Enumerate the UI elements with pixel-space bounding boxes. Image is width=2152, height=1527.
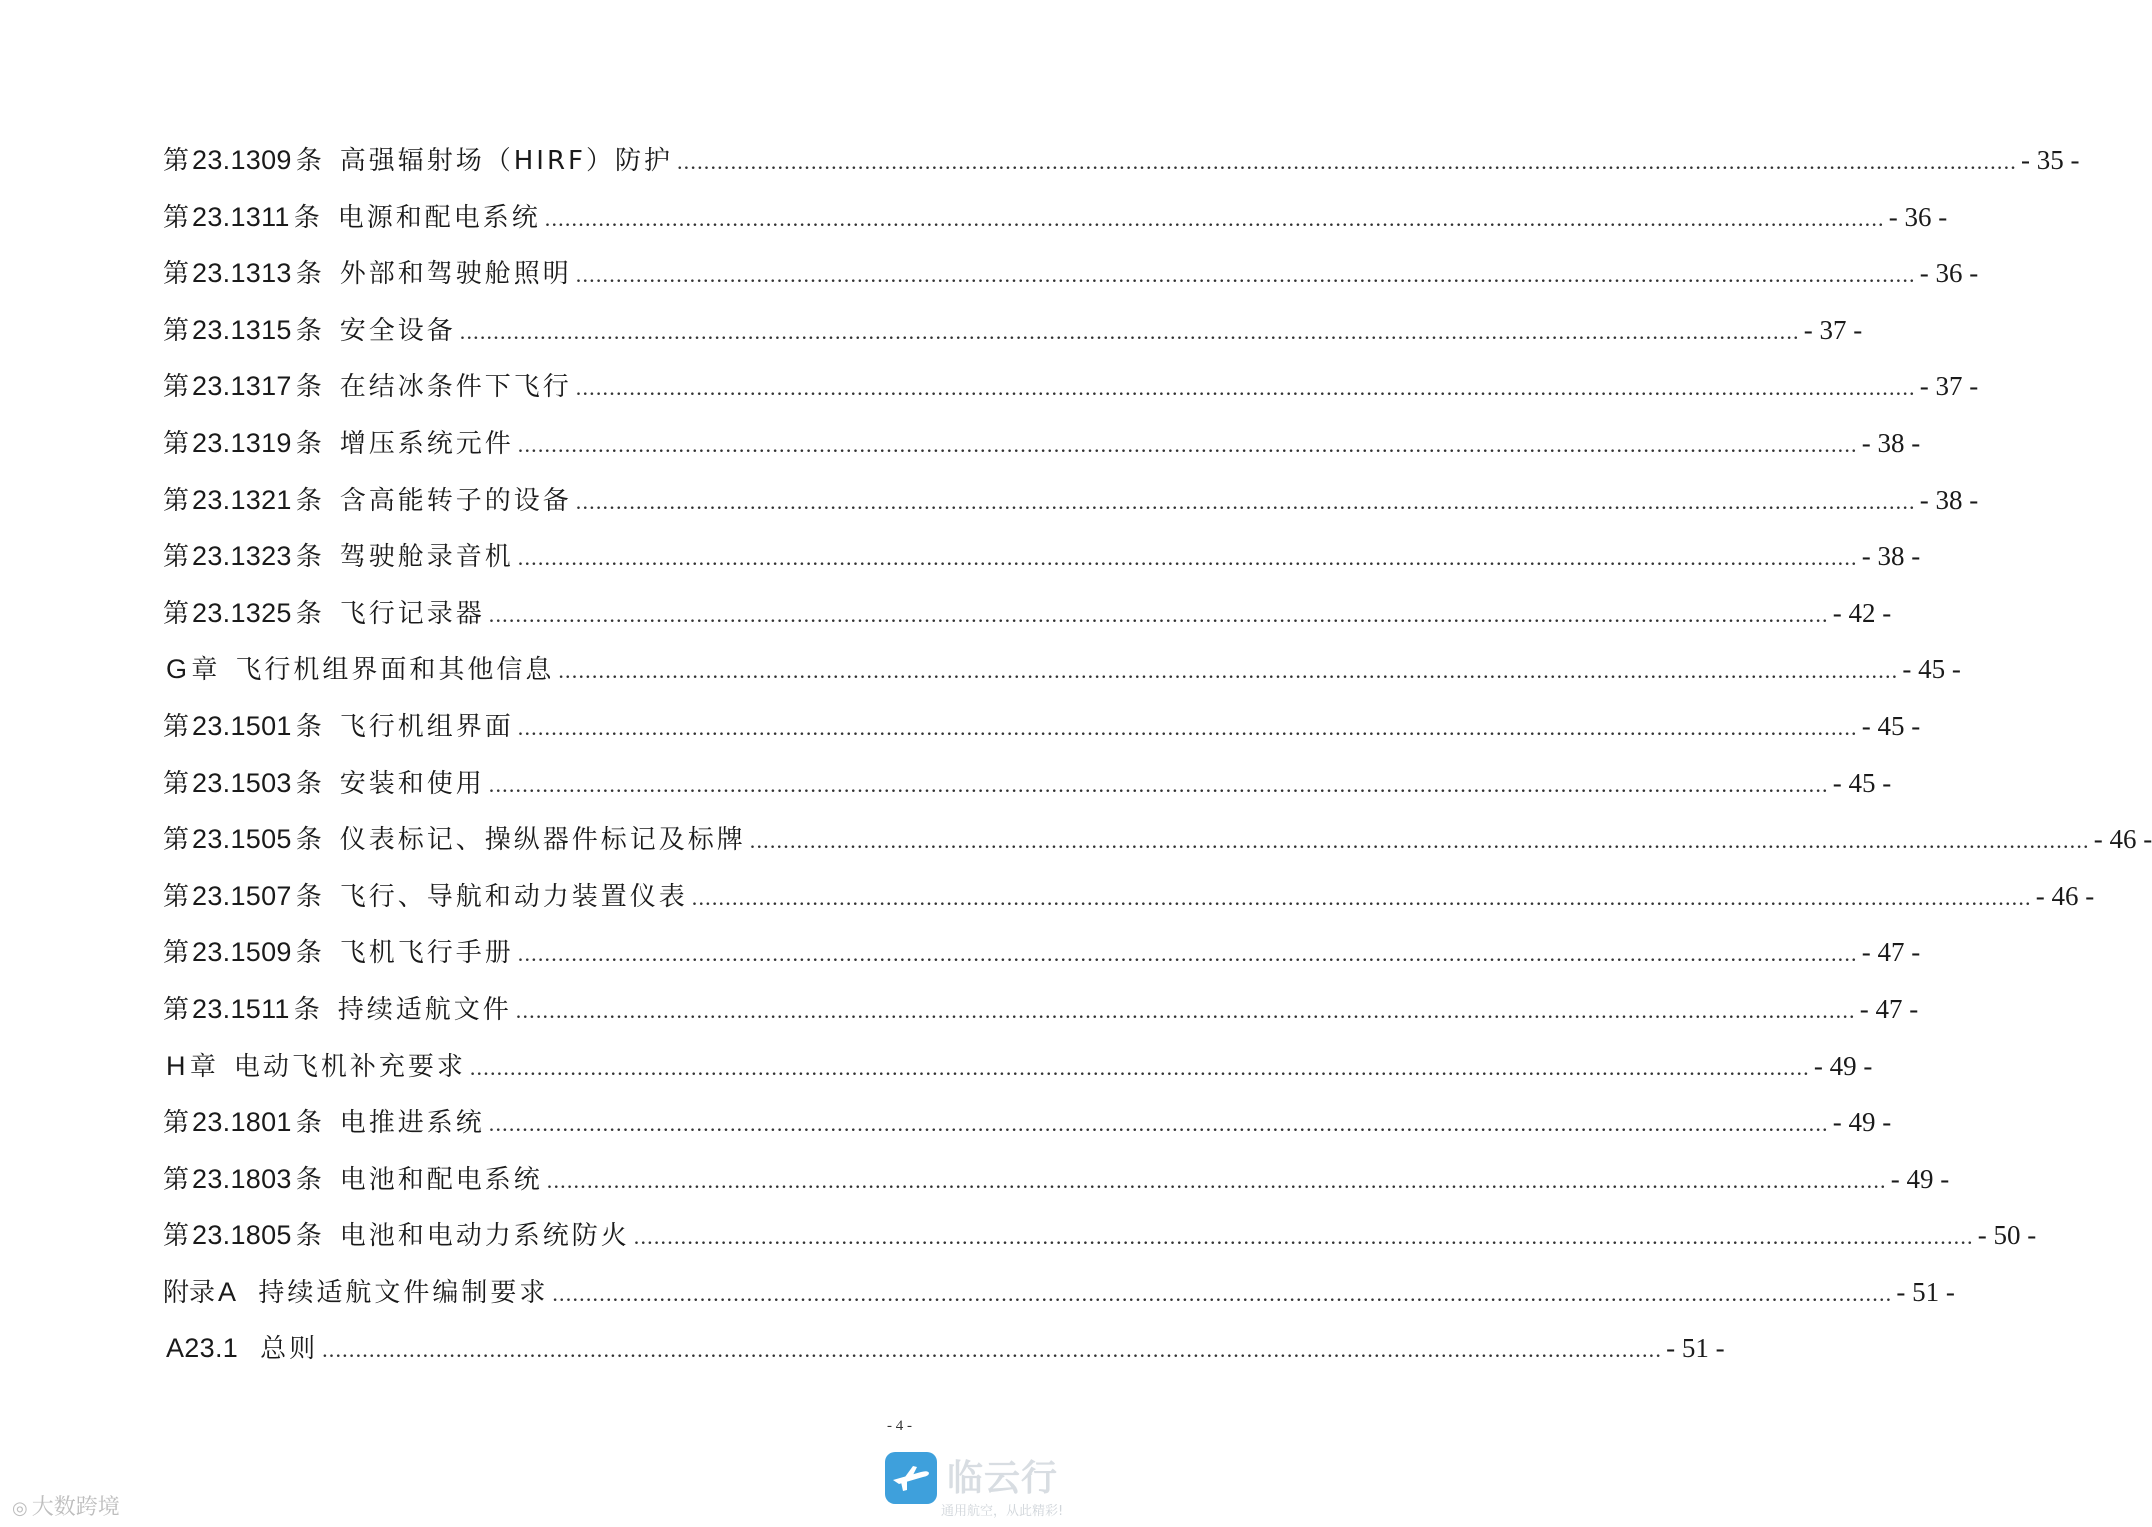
toc-entry[interactable] [163, 358, 1979, 415]
toc-entry-unit: 章 [191, 655, 218, 686]
dot-leader: ........................................................................................................................................................................................................ [517, 431, 1858, 457]
toc-entry-title: 含高能转子的设备 [339, 485, 572, 516]
toc-entry-title: 电池和电动力系统防火 [339, 1221, 630, 1252]
page-number: - 4 - [887, 1418, 912, 1434]
toc-entry-page: - 47 - [1859, 993, 1919, 1024]
toc-entry-title: 安装和使用 [339, 768, 485, 799]
toc-entry-page: - 51 - [1666, 1333, 1725, 1364]
toc-entry-title: 安全设备 [339, 315, 456, 346]
watermark-left [12, 1490, 120, 1521]
toc-entry-unit: 章 [189, 1051, 216, 1082]
toc-entry-title: 持续适航文件编制要求 [258, 1277, 549, 1308]
toc-entry-unit: 条 [295, 598, 322, 629]
toc-entry-title: 飞行记录器 [339, 598, 485, 629]
dot-leader: ........................................................................................................................................................................................................ [322, 1337, 1663, 1363]
toc-entry-unit: 条 [295, 711, 322, 742]
toc-entry-page: - 49 - [1890, 1163, 1950, 1194]
toc-entry-prefix: 附录 [163, 1277, 216, 1308]
dot-leader: ........................................................................................................................................................................................................ [575, 262, 1916, 288]
toc-entry-prefix: 第 [163, 994, 190, 1025]
toc-entry-number: 23.1309 [192, 145, 292, 175]
dot-leader: ........................................................................................................................................................................................................ [544, 205, 1885, 231]
toc-entry-number: 23.1805 [192, 1220, 292, 1251]
toc-entry-number: 23.1801 [192, 1107, 292, 1138]
dot-leader: ........................................................................................................................................................................................................ [575, 488, 1916, 514]
dot-leader: ........................................................................................................................................................................................................ [459, 318, 1800, 344]
toc-entry-prefix: 第 [163, 372, 190, 403]
toc-entry-number: 23.1321 [192, 484, 292, 515]
toc-entry-page: - 37 - [1919, 371, 1979, 402]
toc-entry-page: - 49 - [1832, 1107, 1892, 1138]
toc-entry[interactable] [163, 415, 1921, 472]
watermark-slogan: 通用航空，从此精彩! [941, 1504, 1064, 1519]
toc-entry[interactable] [163, 641, 1961, 698]
toc-entry-title: 驾驶舱录音机 [339, 542, 514, 573]
toc-entry-unit: 条 [295, 1164, 322, 1195]
toc-entry-prefix: 第 [163, 711, 190, 742]
toc-entry-title: 电动飞机补充要求 [233, 1051, 466, 1082]
toc-entry-title: 在结冰条件下飞行 [339, 372, 572, 403]
weibo-logo-icon: ◎ [12, 1498, 28, 1519]
toc-entry-prefix: 第 [163, 428, 190, 459]
toc-entry-unit: 条 [293, 994, 320, 1025]
dot-leader: ........................................................................................................................................................................................................ [552, 1280, 1893, 1306]
toc-entry-page: - 47 - [1861, 937, 1921, 968]
dot-leader: ........................................................................................................................................................................................................ [517, 714, 1858, 740]
toc-entry-number: 23.1501 [192, 710, 292, 741]
toc-entry-title: 高强辐射场（HIRF）防护 [339, 146, 673, 176]
toc-entry-unit: 条 [293, 202, 320, 233]
toc-entry-page: - 36 - [1919, 258, 1979, 289]
toc-entry-title: 外部和驾驶舱照明 [339, 259, 572, 290]
toc-entry-unit: 条 [295, 259, 322, 290]
dot-leader: ........................................................................................................................................................................................................ [517, 545, 1858, 571]
toc-entry-number: A [218, 1276, 237, 1307]
dot-leader: ........................................................................................................................................................................................................ [633, 1224, 1974, 1250]
toc-entry-title: 增压系统元件 [339, 428, 514, 459]
toc-entry-unit: 条 [295, 1221, 322, 1252]
toc-entry-number: 23.1503 [192, 767, 292, 798]
toc-entry-title: 仪表标记、操纵器件标记及标牌 [339, 825, 746, 856]
dot-leader: ........................................................................................................................................................................................................ [676, 149, 2017, 174]
toc-entry[interactable] [163, 1207, 2037, 1264]
toc-entry-unit: 条 [295, 938, 322, 969]
toc-entry-prefix: 第 [163, 825, 190, 856]
toc-entry-unit: 条 [295, 542, 322, 573]
dot-leader: ........................................................................................................................................................................................................ [515, 997, 1856, 1023]
toc-entry-page: - 49 - [1813, 1050, 1873, 1081]
toc-entry-number: A23.1 [166, 1333, 239, 1364]
toc-entry-unit: 条 [295, 768, 322, 799]
toc-entry[interactable] [163, 698, 1921, 755]
dot-leader: ........................................................................................................................................................................................................ [558, 658, 1899, 684]
toc-entry[interactable] [163, 1094, 1892, 1151]
dot-leader: ........................................................................................................................................................................................................ [749, 828, 2090, 854]
toc-entry-prefix: 第 [163, 1108, 190, 1139]
watermark-brand-name: 临云行 [947, 1458, 1059, 1499]
toc-entry-title: 飞行机组界面 [339, 711, 514, 742]
toc-entry-prefix: 第 [163, 938, 190, 969]
toc-entry-title: 总则 [260, 1334, 319, 1365]
toc-entry-page: - 38 - [1919, 484, 1979, 515]
toc-entry[interactable] [163, 981, 1919, 1038]
toc-entry[interactable] [163, 472, 1979, 529]
toc-entry-prefix: 第 [163, 768, 190, 799]
toc-entry-number: H [166, 1050, 186, 1081]
toc-entry-unit: 条 [295, 1108, 322, 1139]
toc-entry[interactable] [163, 585, 1892, 642]
toc-entry-prefix: 第 [163, 598, 190, 629]
toc-entry-number: 23.1315 [192, 314, 292, 345]
toc-entry-prefix: 第 [163, 881, 190, 912]
toc-entry-prefix: 第 [163, 315, 190, 346]
toc-entry-unit: 条 [295, 881, 322, 912]
toc-entry-unit: 条 [295, 485, 322, 516]
toc-entry-number: 23.1317 [192, 371, 292, 402]
dot-leader: ........................................................................................................................................................................................................ [575, 375, 1916, 401]
toc-entry-prefix: 第 [163, 259, 190, 290]
toc-entry-title: 电池和配电系统 [339, 1164, 543, 1195]
toc-entry-unit: 条 [295, 372, 322, 403]
toc-entry-page: - 46 - [2093, 824, 2152, 855]
toc-entry-number: G [166, 654, 188, 685]
toc-entry-page: - 38 - [1861, 541, 1921, 572]
toc-entry[interactable] [163, 1320, 1725, 1377]
toc-entry-title: 飞行机组界面和其他信息 [235, 655, 555, 686]
toc-entry[interactable] [163, 528, 1921, 585]
toc-entry[interactable] [163, 302, 1863, 359]
toc-entry[interactable] [163, 132, 2080, 189]
toc-entry-page: - 50 - [1977, 1220, 2037, 1251]
dot-leader: ........................................................................................................................................................................................................ [517, 941, 1858, 967]
dot-leader: ........................................................................................................................................................................................................ [488, 601, 1829, 627]
toc-entry-title: 电推进系统 [339, 1108, 485, 1139]
toc-entry[interactable] [163, 189, 1948, 246]
dot-leader: ........................................................................................................................................................................................................ [691, 884, 2032, 910]
toc-entry-number: 23.1325 [192, 597, 292, 628]
toc-entry-page: - 45 - [1861, 710, 1921, 741]
toc-entry-number: 23.1507 [192, 880, 292, 911]
toc-entry-number: 23.1319 [192, 427, 292, 458]
toc-entry-number: 23.1505 [192, 824, 292, 855]
toc-entry[interactable] [163, 1264, 1955, 1321]
toc-entry-unit: 条 [295, 428, 322, 459]
toc-entry-page: - 51 - [1896, 1276, 1955, 1307]
toc-entry-number: 23.1511 [192, 993, 290, 1024]
toc-entry-page: - 42 - [1832, 597, 1892, 628]
watermark-logo [885, 1452, 1075, 1522]
dot-leader: ........................................................................................................................................................................................................ [469, 1054, 1810, 1080]
toc-entry-page: - 45 - [1832, 767, 1892, 798]
toc-entry[interactable] [163, 1038, 1873, 1095]
toc-entry[interactable] [163, 811, 2152, 868]
toc-entry-number: 23.1311 [192, 201, 290, 232]
toc-entry-number: 23.1313 [192, 258, 292, 289]
toc-entry-page: - 35 - [2020, 145, 2080, 175]
watermark-left-text: 大数跨境 [31, 1495, 120, 1520]
toc-entry-title: 飞行、导航和动力装置仪表 [339, 881, 688, 912]
toc-entry[interactable] [163, 868, 2095, 925]
airplane-logo-icon [885, 1452, 937, 1504]
toc-entry[interactable] [163, 1151, 1950, 1208]
toc-entry-page: - 46 - [2035, 880, 2095, 911]
toc-entry-page: - 38 - [1861, 427, 1921, 458]
toc-entry-unit: 条 [295, 825, 322, 856]
toc-entry-page: - 37 - [1803, 314, 1863, 345]
dot-leader: ........................................................................................................................................................................................................ [488, 771, 1829, 797]
toc-entry[interactable] [163, 245, 1979, 302]
toc-entry-unit: 条 [295, 315, 322, 346]
toc-entry-page: - 45 - [1902, 654, 1961, 685]
toc-entry-title: 飞机飞行手册 [339, 938, 514, 969]
table-of-contents [163, 132, 2152, 1377]
toc-entry-prefix: 第 [163, 1221, 190, 1252]
dot-leader: ........................................................................................................................................................................................................ [546, 1167, 1887, 1193]
toc-entry-prefix: 第 [163, 146, 190, 176]
toc-entry-title: 电源和配电系统 [337, 202, 541, 233]
toc-entry-number: 23.1803 [192, 1163, 292, 1194]
toc-entry-prefix: 第 [163, 1164, 190, 1195]
toc-entry-unit: 条 [295, 146, 322, 176]
toc-entry-prefix: 第 [163, 542, 190, 573]
dot-leader: ........................................................................................................................................................................................................ [488, 1111, 1829, 1137]
toc-entry-title: 持续适航文件 [337, 994, 512, 1025]
toc-entry-prefix: 第 [163, 485, 190, 516]
toc-entry-number: 23.1509 [192, 937, 292, 968]
toc-entry[interactable] [163, 924, 1921, 981]
toc-entry-prefix: 第 [163, 202, 190, 233]
toc-entry[interactable] [163, 755, 1892, 812]
toc-entry-number: 23.1323 [192, 541, 292, 572]
toc-entry-page: - 36 - [1888, 201, 1948, 232]
